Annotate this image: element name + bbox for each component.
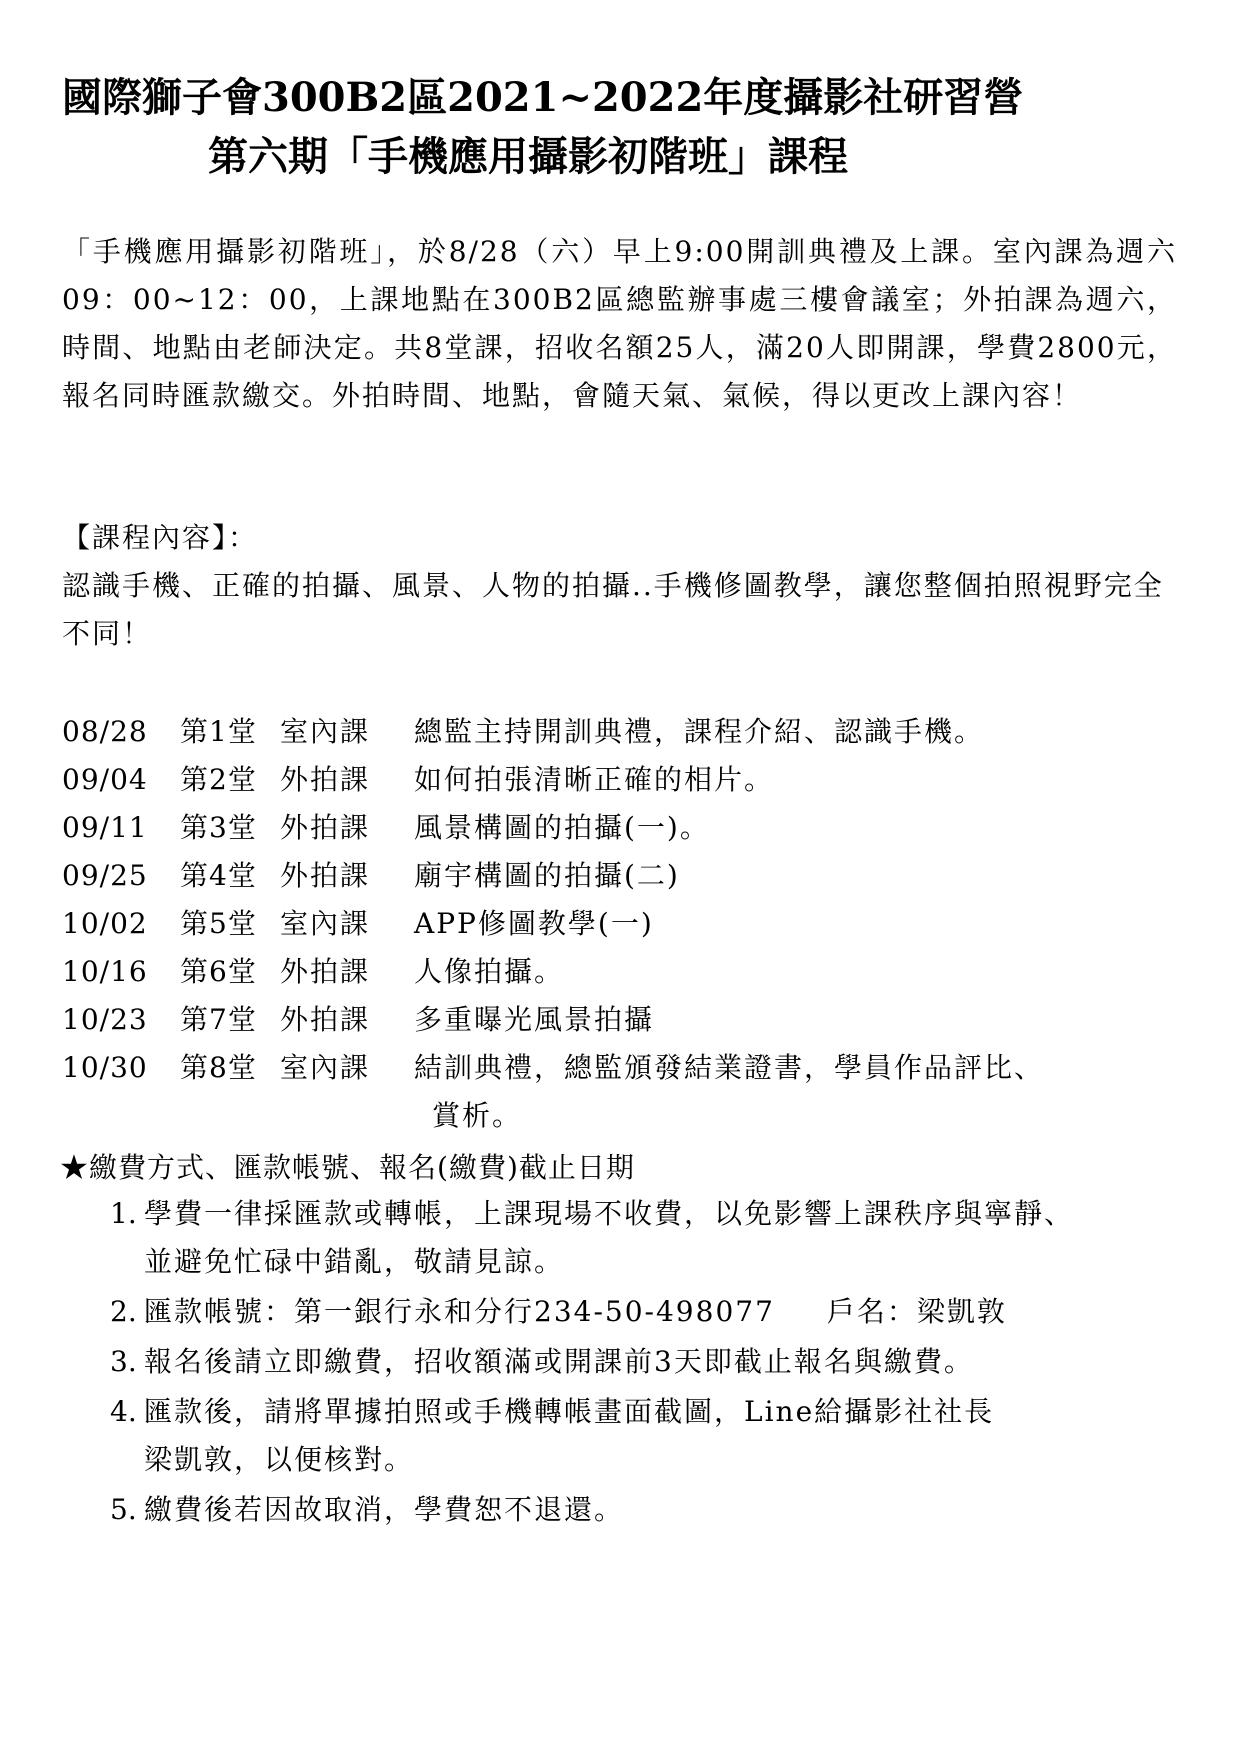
schedule-lesson: 第3堂: [180, 811, 257, 844]
schedule-description: 廟宇構圖的拍攝(二): [414, 859, 680, 892]
list-item-number: 5.: [110, 1493, 137, 1526]
list-item-text: 學費一律採匯款或轉帳，上課現場不收費，以免影響上課秩序與寧靜、: [144, 1197, 1075, 1230]
schedule-type: 室內課: [280, 1051, 371, 1084]
course-content-heading: 【課程內容】：: [62, 521, 259, 554]
schedule-type: 外拍課: [280, 955, 371, 988]
schedule-row: [62, 852, 1212, 900]
schedule-list: [62, 708, 1212, 1140]
schedule-lesson: 第1堂: [180, 715, 257, 748]
list-item-text: 報名後請立即繳費，招收額滿或開課前3天即截止報名與繳費。: [144, 1345, 974, 1378]
list-item: [110, 1388, 1190, 1484]
list-item-number: 1.: [110, 1197, 137, 1230]
list-item: [110, 1190, 1190, 1286]
schedule-type: 室內課: [280, 907, 371, 940]
schedule-lesson: 第7堂: [180, 1003, 257, 1036]
star-icon: ★: [60, 1151, 90, 1184]
schedule-row: [62, 804, 1212, 852]
schedule-description: 如何拍張清晰正確的相片。: [414, 763, 775, 796]
schedule-description-continuation: 賞析。: [432, 1099, 523, 1132]
schedule-row: [62, 708, 1212, 756]
course-content-description: 認識手機、正確的拍攝、風景、人物的拍攝..手機修圖教學，讓您整個拍照視野完全不同！: [62, 569, 1164, 650]
schedule-date: 09/11: [62, 811, 148, 844]
schedule-description: 風景構圖的拍攝(一)。: [414, 811, 710, 844]
intro-paragraph: 「手機應用攝影初階班」，於8/28（六）早上9:00開訓典禮及上課。室內課為週六09：00~12：00，上課地點在300B2區總監辦事處三樓會議室；外拍課為週六，時間、地點由老師決定。共8堂課，招收名額25人，滿20人即開課，學費2800元，報名同時匯款繳交。外拍時間、地點，會隨天氣、氣候，得以更改上課內容！: [62, 235, 1177, 412]
list-item: [110, 1288, 1190, 1336]
payment-heading-text: 繳費方式、匯款帳號、報名(繳費)截止日期: [89, 1151, 635, 1184]
account-holder: 戶名：梁凱敦: [826, 1295, 1007, 1328]
list-item-number: 4.: [110, 1395, 137, 1428]
schedule-type: 外拍課: [280, 1003, 371, 1036]
schedule-lesson: 第4堂: [180, 859, 257, 892]
schedule-lesson: 第2堂: [180, 763, 257, 796]
schedule-lesson: 第8堂: [180, 1051, 257, 1084]
schedule-lesson: 第6堂: [180, 955, 257, 988]
schedule-row: [62, 756, 1212, 804]
schedule-description-line: 結訓典禮，總監頒發結業證書，學員作品評比、: [414, 1051, 1045, 1084]
schedule-row: [62, 900, 1212, 948]
schedule-description: 人像拍攝。: [414, 955, 565, 988]
page-title: 國際獅子會300B2區2021~2022年度攝影社研習營: [62, 74, 1024, 121]
schedule-description: 總監主持開訓典禮，課程介紹、認識手機。: [414, 715, 985, 748]
list-item-number: 2.: [110, 1295, 137, 1328]
schedule-date: 09/25: [62, 859, 148, 892]
list-item: [110, 1338, 1190, 1386]
schedule-date: 09/04: [62, 763, 148, 796]
bank-account: 匯款帳號：第一銀行永和分行234-50-498077: [144, 1295, 775, 1328]
schedule-row: [62, 996, 1212, 1044]
schedule-row: [62, 948, 1212, 996]
schedule-description: APP修圖教學(一): [414, 907, 654, 940]
list-item-continuation: 梁凱敦，以便核對。: [144, 1443, 415, 1476]
schedule-description: [414, 1044, 1104, 1140]
schedule-description: 多重曝光風景拍攝: [414, 1003, 655, 1036]
schedule-date: 10/23: [62, 1003, 148, 1036]
payment-heading: [60, 1144, 635, 1192]
list-item-text: [144, 1288, 1190, 1336]
schedule-date: 10/16: [62, 955, 148, 988]
list-item-text: 繳費後若因故取消，學費恕不退還。: [144, 1493, 625, 1526]
schedule-date: 10/30: [62, 1051, 148, 1084]
payment-list: [110, 1190, 1190, 1536]
schedule-date: 10/02: [62, 907, 148, 940]
schedule-lesson: 第5堂: [180, 907, 257, 940]
list-item-number: 3.: [110, 1345, 137, 1378]
schedule-type: 外拍課: [280, 763, 371, 796]
page-subtitle: 第六期「手機應用攝影初階班」課程: [208, 133, 848, 180]
schedule-type: 外拍課: [280, 859, 371, 892]
schedule-type: 外拍課: [280, 811, 371, 844]
schedule-type: 室內課: [280, 715, 371, 748]
list-item-continuation: 並避免忙碌中錯亂，敬請見諒。: [144, 1245, 565, 1278]
schedule-date: 08/28: [62, 715, 148, 748]
schedule-row: [62, 1044, 1212, 1140]
list-item: [110, 1486, 1190, 1534]
list-item-text: 匯款後，請將單據拍照或手機轉帳畫面截圖，Line給攝影社社長: [144, 1395, 995, 1428]
